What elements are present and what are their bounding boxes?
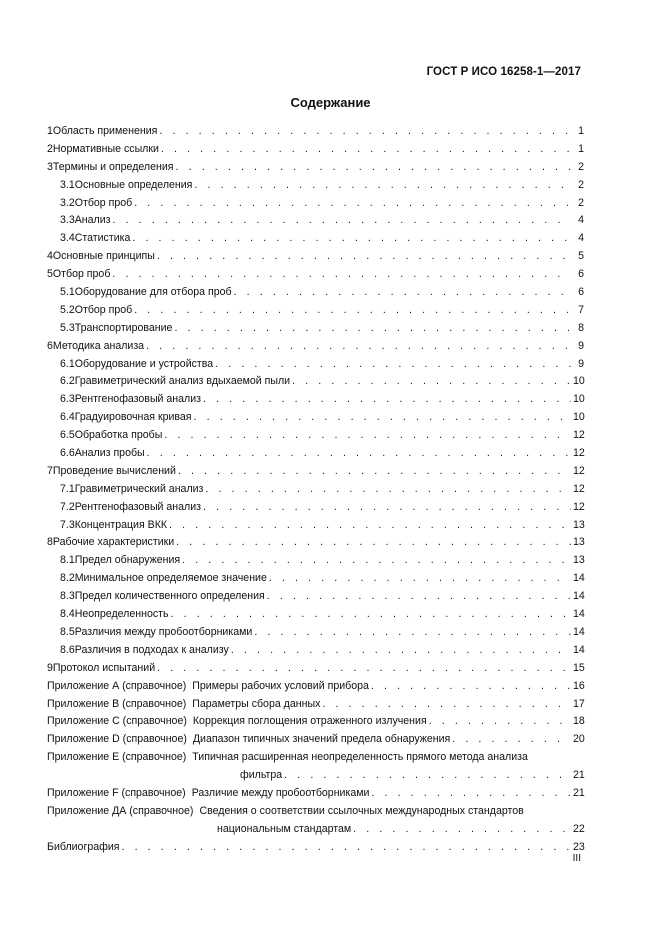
toc-entry-page: 14 bbox=[573, 608, 585, 621]
toc-entry-page: 2 bbox=[578, 178, 584, 191]
toc-entry-label: Нормативные ссылки bbox=[52, 142, 159, 155]
toc-entry-page: 12 bbox=[573, 464, 585, 477]
toc-entry-number: 6.5 bbox=[60, 429, 75, 442]
leader-dots bbox=[171, 606, 571, 624]
appendix-page: 16 bbox=[573, 679, 585, 692]
leader-dots bbox=[322, 696, 571, 714]
toc-entry-page: 6 bbox=[578, 268, 584, 281]
toc-entry[interactable] bbox=[60, 445, 584, 463]
toc-entry-label: Неопределенность bbox=[74, 608, 169, 621]
toc-entry-page: 9 bbox=[578, 357, 584, 370]
toc-entry-label: Гравиметрический анализ bbox=[74, 482, 204, 495]
toc-entry[interactable] bbox=[60, 570, 584, 588]
toc-entry-label: Различия между пробоотборниками bbox=[74, 625, 253, 638]
toc-entry-label: Проведение вычислений bbox=[52, 464, 176, 477]
leader-dots bbox=[174, 320, 571, 338]
toc-entry-label: Основные определения bbox=[74, 178, 193, 191]
toc-entry[interactable] bbox=[47, 266, 584, 284]
toc-entry-page: 13 bbox=[573, 554, 585, 567]
toc-entry[interactable] bbox=[60, 606, 584, 624]
appendix-prefix: Приложение Е (справочное) bbox=[47, 751, 187, 764]
toc-entry-page: 10 bbox=[573, 393, 585, 406]
toc-entry-number: 1 bbox=[47, 125, 53, 137]
appendix-page: 20 bbox=[573, 733, 585, 746]
toc-entry-label: Рабочие характеристики bbox=[52, 536, 175, 549]
toc-entry-number: 8 bbox=[47, 536, 53, 549]
toc-entry-label: Оборудование для отбора проб bbox=[74, 286, 232, 299]
toc-entry-label: Отбор проб bbox=[52, 268, 111, 281]
leader-dots bbox=[267, 588, 571, 606]
toc-entry-page: 12 bbox=[573, 500, 585, 513]
toc-entry[interactable] bbox=[60, 320, 584, 338]
toc-entry[interactable] bbox=[60, 391, 584, 409]
toc-entry-label: Статистика bbox=[74, 232, 131, 245]
leader-dots bbox=[134, 195, 571, 213]
toc-entry[interactable] bbox=[60, 212, 584, 230]
toc-entry-label: Отбор проб bbox=[74, 196, 133, 209]
appendix-page: 17 bbox=[573, 697, 585, 710]
appendix-prefix: Приложение А (справочное) bbox=[47, 679, 187, 692]
toc-entry-number: 8.1 bbox=[60, 554, 75, 567]
toc-entry-label: Оборудование и устройства bbox=[74, 357, 214, 370]
toc-entry-number: 3.2 bbox=[60, 196, 75, 209]
toc-entry-number: 8.3 bbox=[60, 590, 75, 603]
toc-entry[interactable] bbox=[60, 177, 584, 195]
toc-entry-number: 7 bbox=[47, 464, 53, 477]
toc-entry[interactable] bbox=[60, 481, 584, 499]
leader-dots bbox=[134, 302, 571, 320]
appendix-title: Диапазон типичных значений предела обнаружения bbox=[192, 733, 451, 746]
toc-entry-label: Анализ bbox=[74, 214, 111, 227]
toc-entry-label: Методика анализа bbox=[52, 339, 145, 352]
toc-entry-label: Основные принципы bbox=[52, 250, 155, 263]
leader-dots bbox=[292, 373, 571, 391]
toc-entry-number: 3 bbox=[47, 160, 53, 173]
toc-entry[interactable] bbox=[60, 624, 584, 642]
toc-entry-page: 10 bbox=[573, 411, 585, 424]
toc-entry-number: 6.1 bbox=[60, 357, 75, 370]
toc-entry-page: 12 bbox=[573, 447, 585, 460]
toc-entry[interactable] bbox=[60, 373, 584, 391]
leader-dots bbox=[254, 624, 571, 642]
leader-dots bbox=[194, 409, 571, 427]
appendix-prefix: Приложение D (справочное) bbox=[47, 733, 187, 746]
appendix-page: 22 bbox=[573, 822, 585, 835]
toc-entry[interactable] bbox=[60, 588, 584, 606]
toc-entry-page: 15 bbox=[573, 661, 585, 674]
toc-entry[interactable] bbox=[60, 552, 584, 570]
leader-dots bbox=[284, 767, 571, 785]
appendix-page: 18 bbox=[573, 715, 585, 728]
toc-entry-page: 14 bbox=[573, 643, 585, 656]
appendix-title: Коррекция поглощения отраженного излучения bbox=[192, 715, 427, 728]
leader-dots bbox=[176, 534, 571, 552]
toc-entry[interactable] bbox=[60, 195, 584, 213]
toc-entry-label: Различия в подходах к анализу bbox=[74, 643, 229, 656]
leader-dots bbox=[164, 427, 571, 445]
appendix-title: Различие между пробоотборниками bbox=[191, 786, 370, 799]
toc-entry-number: 7.2 bbox=[60, 500, 75, 513]
page-number: III bbox=[572, 853, 581, 864]
toc-entry[interactable] bbox=[60, 409, 584, 427]
toc-entry-label: Концентрация ВКК bbox=[74, 518, 168, 531]
leader-dots bbox=[169, 517, 571, 535]
toc-entry[interactable] bbox=[60, 427, 584, 445]
toc-entry-number: 5 bbox=[47, 268, 53, 281]
leader-dots bbox=[371, 678, 571, 696]
toc-entry-page: 13 bbox=[573, 536, 585, 549]
toc-entry-label: Рентгенофазовый анализ bbox=[74, 393, 202, 406]
toc-entry-number: 5.1 bbox=[60, 286, 75, 299]
toc-entry-label: Обработка пробы bbox=[74, 429, 163, 442]
appendix-prefix: Приложение В (справочное) bbox=[47, 697, 187, 710]
toc-appendix[interactable] bbox=[47, 731, 584, 749]
leader-dots bbox=[178, 463, 571, 481]
toc-entry-label: Предел обнаружения bbox=[74, 554, 181, 567]
toc-entry-page: 12 bbox=[573, 482, 585, 495]
toc-entry-number: 8.2 bbox=[60, 572, 75, 585]
toc-entry-page: 2 bbox=[578, 196, 584, 209]
toc-entry-number: 9 bbox=[47, 661, 53, 674]
toc-entry-page: 13 bbox=[573, 518, 585, 531]
toc-entry[interactable] bbox=[60, 642, 584, 660]
toc-entry-page: 8 bbox=[578, 321, 584, 334]
leader-dots bbox=[157, 248, 571, 266]
toc-entry-number: 4 bbox=[47, 250, 53, 263]
toc-entry-number: 8.4 bbox=[60, 608, 75, 621]
bibliography-page: 23 bbox=[573, 840, 585, 853]
appendix-page: 21 bbox=[573, 786, 585, 799]
toc-appendix[interactable] bbox=[47, 713, 584, 731]
appendix-prefix: Приложение С (справочное) bbox=[47, 715, 187, 728]
toc-entry-label: Анализ пробы bbox=[74, 447, 145, 460]
toc-entry[interactable] bbox=[47, 141, 584, 159]
toc-entry-number: 3.1 bbox=[60, 178, 75, 191]
toc-entry-page: 1 bbox=[578, 125, 584, 137]
toc-entry-page: 9 bbox=[578, 339, 584, 352]
table-of-contents bbox=[47, 123, 584, 857]
leader-dots bbox=[182, 552, 571, 570]
toc-entry-number: 7.3 bbox=[60, 518, 75, 531]
toc-entry-label: Область применения bbox=[52, 125, 158, 137]
toc-bibliography[interactable] bbox=[47, 839, 584, 857]
toc-appendix[interactable] bbox=[47, 803, 584, 839]
toc-entry[interactable] bbox=[47, 660, 584, 678]
toc-entry[interactable] bbox=[47, 463, 584, 481]
toc-entry-page: 6 bbox=[578, 286, 584, 299]
toc-entry-number: 5.2 bbox=[60, 303, 75, 316]
toc-entry-number: 6.4 bbox=[60, 411, 75, 424]
leader-dots bbox=[215, 356, 571, 374]
leader-dots bbox=[194, 177, 571, 195]
toc-entry[interactable] bbox=[60, 302, 584, 320]
toc-appendix[interactable] bbox=[47, 785, 584, 803]
toc-entry-number: 5.3 bbox=[60, 321, 75, 334]
toc-entry-label: Рентгенофазовый анализ bbox=[74, 500, 202, 513]
toc-appendix[interactable] bbox=[47, 678, 584, 696]
toc-appendix[interactable] bbox=[47, 696, 584, 714]
toc-entry-page: 14 bbox=[573, 572, 585, 585]
leader-dots bbox=[371, 785, 571, 803]
toc-entry-number: 6.6 bbox=[60, 447, 75, 460]
toc-entry-label: Термины и определения bbox=[52, 160, 174, 173]
toc-entry-number: 2 bbox=[47, 142, 53, 155]
toc-entry-number: 6.3 bbox=[60, 393, 75, 406]
leader-dots bbox=[146, 338, 571, 356]
bibliography-label: Библиография bbox=[47, 840, 120, 853]
document-code: ГОСТ Р ИСО 16258-1—2017 bbox=[426, 66, 581, 78]
leader-dots bbox=[176, 159, 571, 177]
leader-dots bbox=[132, 230, 571, 248]
toc-entry-number: 7.1 bbox=[60, 482, 75, 495]
page-title: Содержание bbox=[290, 95, 371, 110]
leader-dots bbox=[203, 499, 571, 517]
leader-dots bbox=[113, 212, 572, 230]
toc-entry[interactable] bbox=[47, 338, 584, 356]
leader-dots bbox=[147, 445, 571, 463]
toc-entry-number: 8.5 bbox=[60, 625, 75, 638]
toc-entry[interactable] bbox=[47, 123, 584, 141]
leader-dots bbox=[157, 660, 571, 678]
toc-entry-label: Градуировочная кривая bbox=[74, 411, 192, 424]
toc-entry-label: Транспортирование bbox=[74, 321, 173, 334]
toc-entry-label: Предел количественного определения bbox=[74, 590, 265, 603]
leader-dots bbox=[234, 284, 571, 302]
leader-dots bbox=[112, 266, 571, 284]
appendix-prefix: Приложение F (справочное) bbox=[47, 786, 186, 799]
toc-entry-page: 2 bbox=[578, 160, 584, 173]
toc-appendix[interactable] bbox=[47, 749, 584, 785]
toc-entry-label: Минимальное определяемое значение bbox=[74, 572, 267, 585]
appendix-title-continued: национальным стандартам bbox=[217, 822, 352, 835]
toc-entry-number: 6 bbox=[47, 339, 53, 352]
toc-entry-page: 1 bbox=[578, 142, 584, 155]
leader-dots bbox=[159, 123, 571, 141]
leader-dots bbox=[231, 642, 571, 660]
toc-entry-page: 5 bbox=[578, 250, 584, 263]
leader-dots bbox=[121, 839, 571, 857]
toc-entry-page: 10 bbox=[573, 375, 585, 388]
appendix-title-continued: фильтра bbox=[240, 769, 283, 782]
toc-entry[interactable] bbox=[60, 284, 584, 302]
leader-dots bbox=[203, 391, 571, 409]
toc-entry-number: 3.4 bbox=[60, 232, 75, 245]
toc-entry-page: 14 bbox=[573, 625, 585, 638]
toc-entry-number: 6.2 bbox=[60, 375, 75, 388]
appendix-page: 21 bbox=[573, 769, 585, 782]
toc-entry-label: Протокол испытаний bbox=[52, 661, 156, 674]
toc-entry-label: Гравиметрический анализ вдыхаемой пыли bbox=[74, 375, 291, 388]
toc-entry[interactable] bbox=[60, 356, 584, 374]
leader-dots bbox=[205, 481, 571, 499]
toc-entry[interactable] bbox=[47, 248, 584, 266]
toc-entry-page: 14 bbox=[573, 590, 585, 603]
leader-dots bbox=[429, 713, 571, 731]
toc-entry[interactable] bbox=[47, 534, 584, 552]
leader-dots bbox=[353, 821, 571, 839]
appendix-title: Параметры сбора данных bbox=[192, 697, 321, 710]
toc-entry-number: 8.6 bbox=[60, 643, 75, 656]
toc-entry-page: 4 bbox=[578, 214, 584, 227]
toc-entry-number: 3.3 bbox=[60, 214, 75, 227]
appendix-prefix: Приложение ДА (справочное) bbox=[47, 804, 194, 817]
toc-entry-page: 4 bbox=[578, 232, 584, 245]
appendix-title: Примеры рабочих условий прибора bbox=[192, 679, 369, 692]
appendix-title: Сведения о соответствии ссылочных международных стандартов bbox=[199, 804, 524, 817]
toc-entry[interactable] bbox=[60, 499, 584, 517]
leader-dots bbox=[269, 570, 571, 588]
leader-dots bbox=[161, 141, 571, 159]
toc-entry[interactable] bbox=[60, 230, 584, 248]
appendix-title: Типичная расширенная неопределенность прямого метода анализа bbox=[192, 751, 528, 764]
toc-entry[interactable] bbox=[47, 159, 584, 177]
toc-entry-page: 7 bbox=[578, 303, 584, 316]
toc-entry-label: Отбор проб bbox=[74, 303, 133, 316]
toc-entry-page: 12 bbox=[573, 429, 585, 442]
toc-entry[interactable] bbox=[60, 517, 584, 535]
leader-dots bbox=[452, 731, 571, 749]
